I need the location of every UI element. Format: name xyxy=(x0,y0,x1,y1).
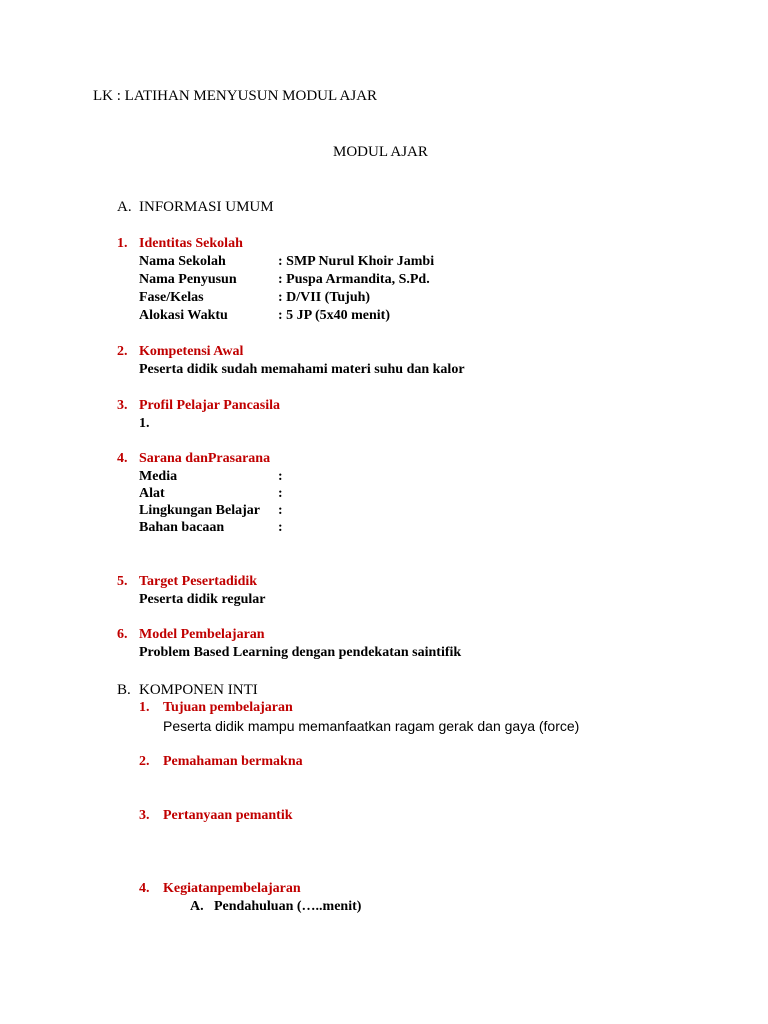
tujuan-title: Tujuan pembelajaran xyxy=(163,700,293,715)
row-value: : D/VII (Tujuh) xyxy=(278,290,371,305)
target-title: Target Pesertadidik xyxy=(139,574,258,589)
row-label: Media xyxy=(139,469,178,484)
section-a-marker: A. xyxy=(117,199,132,215)
document-title: MODUL AJAR xyxy=(333,144,428,160)
row-label: Nama Penyusun xyxy=(139,272,237,287)
row-label: Lingkungan Belajar xyxy=(139,503,260,518)
row-value: : xyxy=(278,486,283,501)
pendahuluan-title: Pendahuluan (…..menit) xyxy=(214,899,362,914)
kegiatan-title: Kegiatanpembelajaran xyxy=(163,881,301,896)
row-value: : Puspa Armandita, S.Pd. xyxy=(278,272,430,287)
row-value: : xyxy=(278,469,283,484)
row-value: : 5 JP (5x40 menit) xyxy=(278,308,390,323)
model-title: Model Pembelajaran xyxy=(139,627,265,642)
model-text: Problem Based Learning dengan pendekatan saintifik xyxy=(139,645,462,660)
target-text: Peserta didik regular xyxy=(139,592,266,607)
pertanyaan-title: Pertanyaan pemantik xyxy=(163,808,293,823)
profil-text: 1. xyxy=(139,416,150,431)
section-b-title: KOMPONEN INTI xyxy=(139,682,258,698)
item-number: 2. xyxy=(139,754,150,769)
item-number: 1. xyxy=(139,700,150,715)
document-header: LK : LATIHAN MENYUSUN MODUL AJAR xyxy=(93,88,378,104)
section-b-marker: B. xyxy=(117,682,131,698)
identitas-title: Identitas Sekolah xyxy=(139,236,243,251)
item-number: 6. xyxy=(117,627,128,642)
row-value: : xyxy=(278,520,283,535)
profil-title: Profil Pelajar Pancasila xyxy=(139,398,281,413)
pemahaman-title: Pemahaman bermakna xyxy=(163,754,303,769)
tujuan-text: Peserta didik mampu memanfaatkan ragam gerak dan gaya (force) xyxy=(163,718,580,734)
row-label: Fase/Kelas xyxy=(139,290,204,305)
item-number: 3. xyxy=(139,808,150,823)
sub-item-marker: A. xyxy=(190,899,204,914)
row-label: Alat xyxy=(139,486,165,501)
row-value: : xyxy=(278,503,283,518)
section-a-title: INFORMASI UMUM xyxy=(139,199,274,215)
item-number: 4. xyxy=(139,881,150,896)
row-label: Alokasi Waktu xyxy=(139,308,228,323)
item-number: 3. xyxy=(117,398,128,413)
item-number: 2. xyxy=(117,344,128,359)
row-label: Bahan bacaan xyxy=(139,520,225,535)
sarana-title: Sarana danPrasarana xyxy=(139,451,271,466)
row-label: Nama Sekolah xyxy=(139,254,226,269)
item-number: 1. xyxy=(117,236,128,251)
item-number: 4. xyxy=(117,451,128,466)
item-number: 5. xyxy=(117,574,128,589)
kompetensi-text: Peserta didik sudah memahami materi suhu dan kalor xyxy=(139,362,465,377)
kompetensi-title: Kompetensi Awal xyxy=(139,344,244,359)
row-value: : SMP Nurul Khoir Jambi xyxy=(278,254,435,269)
